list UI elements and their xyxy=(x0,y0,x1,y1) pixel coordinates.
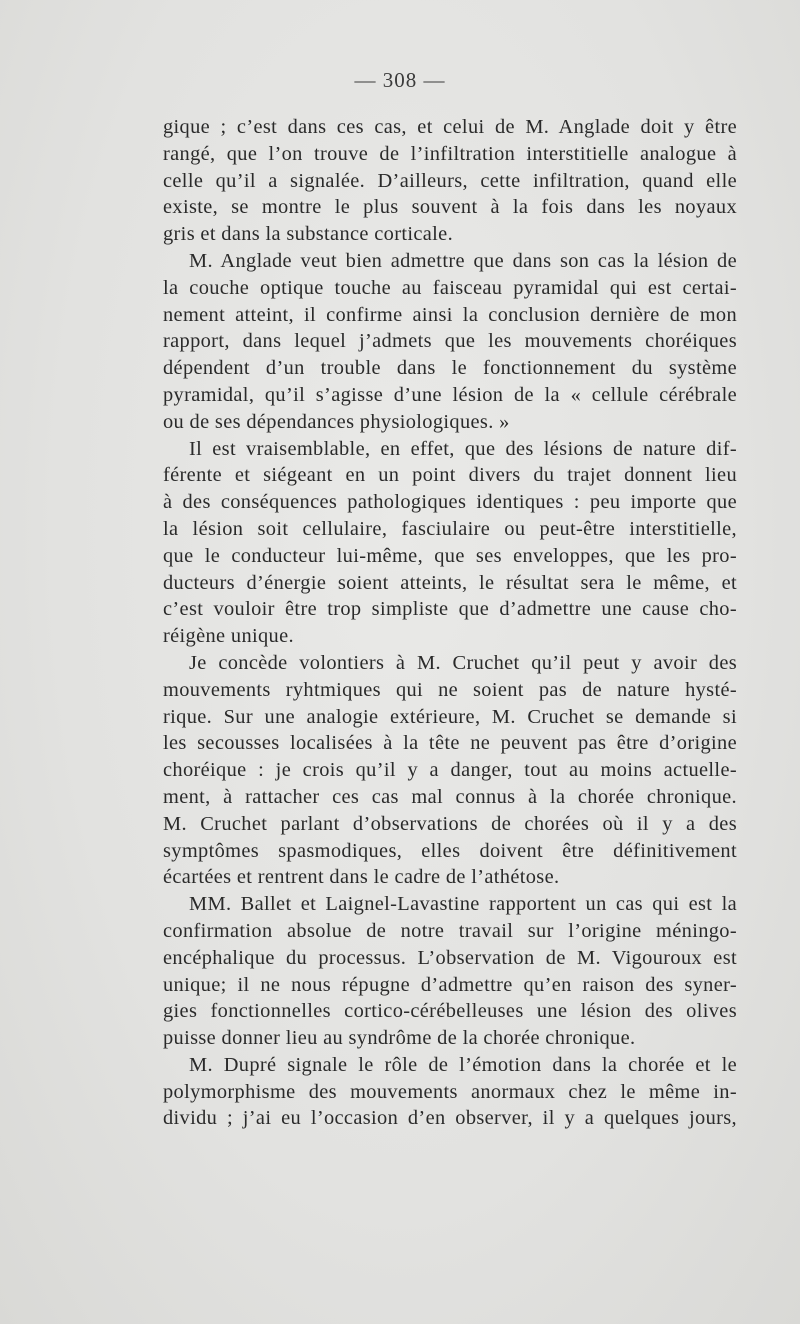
text-line: mouvements ryhtmiques qui ne soient pas de nature hysté- xyxy=(163,678,737,701)
text-line: à des conséquences pathologiques identiques : peu importe que xyxy=(163,491,737,514)
text-line: Je concède volontiers à M. Cruchet qu’il peut y avoir des xyxy=(189,651,737,674)
text-line: encéphalique du processus. L’observation de M. Vigouroux est xyxy=(163,946,737,969)
text-line: unique; il ne nous répugne d’admettre qu’en raison des syner- xyxy=(163,973,737,996)
text-line: gies fonctionnelles cortico-cérébelleuses une lésion des olives xyxy=(163,1000,737,1023)
text-line: réigène unique. xyxy=(163,625,294,648)
text-line: écartées et rentrent dans le cadre de l’athétose. xyxy=(163,866,560,889)
text-line: existe, se montre le plus souvent à la fois dans les noyaux xyxy=(163,196,737,219)
text-line: gique ; c’est dans ces cas, et celui de M. Anglade doit y être xyxy=(163,116,737,138)
text-line: puisse donner lieu au syndrôme de la chorée chronique. xyxy=(163,1027,636,1050)
text-line: celle qu’il a signalée. D’ailleurs, cette infiltration, quand elle xyxy=(163,169,737,192)
text-line: Il est vraisemblable, en effet, que des lésions de nature dif- xyxy=(189,437,737,460)
text-line: ducteurs d’énergie soient atteints, le résultat sera le même, et xyxy=(163,571,737,594)
text-line: ou de ses dépendances physiologiques. » xyxy=(163,410,510,433)
text-line: nement atteint, il confirme ainsi la conclusion dernière de mon xyxy=(163,303,737,326)
text-line: dividu ; j’ai eu l’occasion d’en observer, il y a quelques jours, xyxy=(163,1107,737,1130)
text-line: gris et dans la substance corticale. xyxy=(163,223,454,246)
text-line: symptômes spasmodiques, elles doivent être définitivement xyxy=(163,839,737,862)
text-line: la couche optique touche au faisceau pyramidal qui est certai- xyxy=(163,276,737,299)
text-line: confirmation absolue de notre travail sur l’origine méningo- xyxy=(163,919,737,942)
text-line: pyramidal, qu’il s’agisse d’une lésion de la « cellule cérébrale xyxy=(163,383,737,406)
text-line: M. Cruchet parlant d’observations de chorées où il y a des xyxy=(163,812,737,835)
text-line: les secousses localisées à la tête ne peuvent pas être d’origine xyxy=(163,732,737,755)
text-line: ment, à rattacher ces cas mal connus à la chorée chronique. xyxy=(163,785,737,808)
page-number: — 308 — xyxy=(354,68,446,92)
text-line: férente et siégeant en un point divers du trajet donnent lieu xyxy=(163,464,737,487)
text-line: M. Dupré signale le rôle de l’émotion dans la chorée et le xyxy=(189,1053,737,1076)
text-line: rique. Sur une analogie extérieure, M. Cruchet se demande si xyxy=(163,705,737,728)
text-line: MM. Ballet et Laignel-Lavastine rapportent un cas qui est la xyxy=(189,893,737,916)
text-line: rangé, que l’on trouve de l’infiltration interstitielle analogue à xyxy=(163,142,737,165)
body-text xyxy=(163,114,737,1132)
text-line: la lésion soit cellulaire, fasciulaire ou peut-être interstitielle, xyxy=(163,517,737,540)
text-line: que le conducteur lui-même, que ses enveloppes, que les pro- xyxy=(163,544,737,567)
text-line: dépendent d’un trouble dans le fonctionnement du système xyxy=(163,357,737,380)
text-line: c’est vouloir être trop simpliste que d’admettre une cause cho- xyxy=(163,598,737,621)
text-line: polymorphisme des mouvements anormaux chez le même in- xyxy=(163,1080,737,1103)
text-line: rapport, dans lequel j’admets que les mouvements choréiques xyxy=(163,330,737,353)
text-line: M. Anglade veut bien admettre que dans son cas la lésion de xyxy=(189,249,737,272)
text-line: choréique : je crois qu’il y a danger, tout au moins actuelle- xyxy=(163,759,737,782)
